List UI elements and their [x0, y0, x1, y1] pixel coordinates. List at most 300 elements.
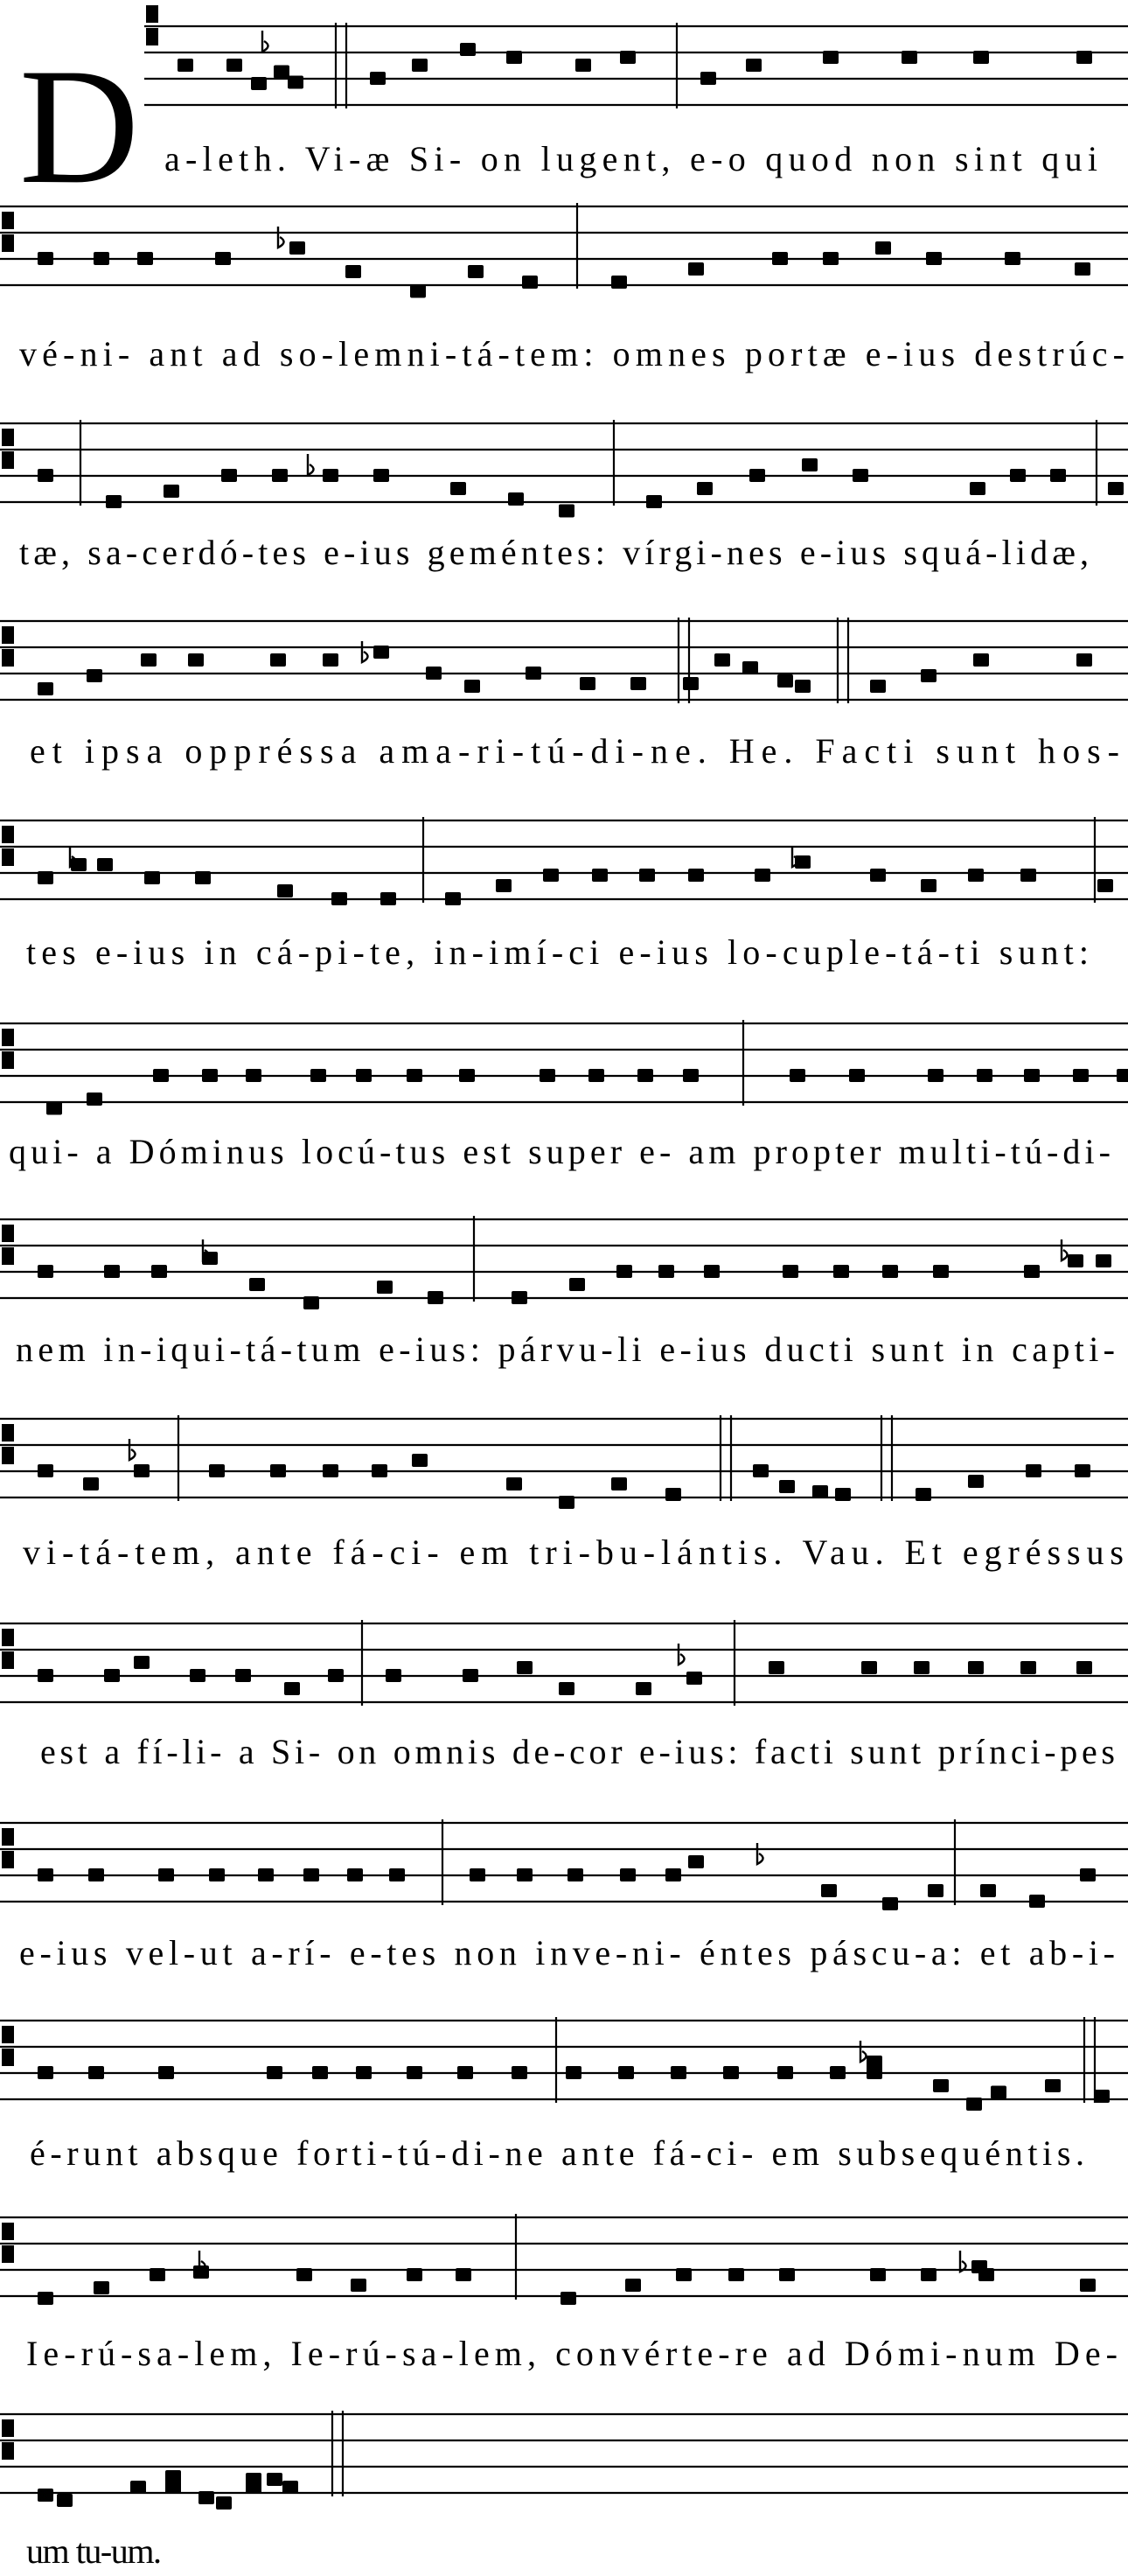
- lyric-line: vi-tá-tem, ante fá-ci- em tri-bu-lántis. Vau. Et egréssus: [23, 1532, 1124, 1572]
- neume-punctum: [87, 669, 102, 682]
- neume-punctum: [966, 2098, 982, 2111]
- neume-punctum: [746, 59, 762, 72]
- neume-punctum: [933, 1265, 949, 1278]
- neume-punctum: [688, 262, 704, 276]
- neume-punctum: [742, 661, 758, 674]
- neume-group: [38, 2260, 1096, 2305]
- neume-punctum: [1029, 1895, 1045, 1908]
- neume-punctum: [380, 892, 396, 905]
- neume-punctum: [728, 2268, 744, 2281]
- neume-punctum: [1005, 252, 1020, 265]
- neume-punctum: [882, 1265, 898, 1278]
- neume-punctum: [561, 2292, 576, 2305]
- neume-group: [38, 1252, 1111, 1309]
- neume-punctum: [777, 674, 793, 688]
- neume-punctum: [150, 2268, 165, 2281]
- neume-punctum: [569, 1278, 585, 1291]
- neume-punctum: [373, 646, 389, 659]
- neume-punctum: [1020, 869, 1036, 882]
- neume-punctum: [356, 2066, 372, 2079]
- neume-punctum: [235, 1669, 251, 1682]
- neume-punctum: [246, 2473, 261, 2486]
- neume-punctum: [783, 1265, 798, 1278]
- neume-punctum: [195, 871, 211, 884]
- neume-punctum: [165, 2481, 181, 2494]
- neume-punctum: [559, 1496, 574, 1509]
- neume-punctum: [921, 669, 937, 682]
- neume-punctum: [777, 2066, 793, 2079]
- neume-punctum: [620, 1868, 636, 1881]
- neume-group: [178, 43, 1092, 90]
- neume-punctum: [882, 1897, 898, 1910]
- flat-icon: [308, 454, 314, 475]
- neume-punctum: [749, 469, 765, 482]
- neume-punctum: [902, 51, 917, 64]
- neume-punctum: [779, 2268, 795, 2281]
- neume-punctum: [38, 1464, 53, 1477]
- neume-punctum: [772, 252, 788, 265]
- c-clef-icon: [2, 1225, 14, 1242]
- neume-punctum: [88, 1868, 104, 1881]
- neume-punctum: [823, 51, 839, 64]
- neume-punctum: [968, 1661, 984, 1674]
- neume-punctum: [373, 469, 389, 482]
- c-clef-icon: [2, 1629, 14, 1646]
- neume-punctum: [190, 1669, 205, 1682]
- flat-icon: [679, 1644, 685, 1665]
- c-clef-icon: [2, 649, 14, 667]
- neume-punctum: [611, 276, 627, 289]
- c-clef-icon: [2, 1447, 14, 1464]
- neume-punctum: [1080, 1868, 1096, 1881]
- neume-punctum: [274, 66, 289, 79]
- neume-punctum: [683, 1069, 699, 1082]
- neume-group: [38, 2056, 1110, 2111]
- neume-punctum: [38, 2489, 53, 2502]
- neume-punctum: [620, 51, 636, 64]
- neume-punctum: [188, 653, 204, 667]
- neume-punctum: [512, 1291, 527, 1304]
- flat-icon: [362, 641, 368, 662]
- flat-icon: [129, 1439, 136, 1460]
- neume-punctum: [1108, 482, 1124, 495]
- lyric-line: a-leth. Vi-æ Si- on lugent, e-o quod non sint qui: [164, 139, 1097, 178]
- neume-punctum: [688, 1855, 704, 1868]
- lyric-line: e-ius vel-ut a-rí- e-tes non inve-ni- éntes páscu-a: et ab-i-: [19, 1933, 1116, 1972]
- neume-punctum: [1075, 262, 1090, 276]
- neume-punctum: [38, 1265, 53, 1278]
- neume-punctum: [428, 1291, 443, 1304]
- staff-system: [0, 618, 1128, 703]
- neume-punctum: [592, 869, 608, 882]
- neume-punctum: [87, 1093, 102, 1106]
- c-clef-icon: [2, 1828, 14, 1846]
- neume-punctum: [671, 2066, 686, 2079]
- neume-punctum: [665, 1488, 681, 1501]
- neume-punctum: [97, 858, 113, 871]
- neume-punctum: [303, 1296, 319, 1309]
- flat-icon: [960, 2251, 966, 2272]
- neume-punctum: [389, 1868, 405, 1881]
- neume-punctum: [412, 59, 428, 72]
- flat-icon: [860, 2041, 867, 2062]
- neume-punctum: [377, 1281, 393, 1294]
- neume-punctum: [835, 1488, 851, 1501]
- neume-punctum: [812, 1485, 828, 1498]
- neume-punctum: [407, 2066, 422, 2079]
- neume-punctum: [312, 2066, 328, 2079]
- neume-punctum: [870, 869, 886, 882]
- lyric-line: um tu-um.: [26, 2531, 162, 2571]
- neume-punctum: [867, 2066, 882, 2079]
- neume-punctum: [1073, 1069, 1089, 1082]
- lyric-line: et ipsa oppréssa ama-ri-tú-di-ne. He. Facti sunt hos-: [30, 731, 1119, 771]
- neume-punctum: [459, 1069, 475, 1082]
- staff-system: [0, 1415, 1128, 1501]
- neume-punctum: [830, 2066, 846, 2079]
- neume-punctum: [1080, 2279, 1096, 2292]
- flat-icon: [278, 227, 284, 248]
- neume-punctum: [697, 482, 713, 495]
- neume-punctum: [926, 252, 942, 265]
- neume-punctum: [646, 495, 662, 508]
- neume-punctum: [83, 1477, 99, 1490]
- neume-punctum: [849, 1069, 865, 1082]
- lyric-line: Ie-rú-sa-lem, Ie-rú-sa-lem, convérte-re ad Dómi-num De-: [26, 2334, 1118, 2373]
- neume-group: [38, 1454, 1090, 1509]
- lyric-line: tæ, sa-cerdó-tes e-ius geméntes: vírgi-nes e-ius squá-lidæ,: [19, 533, 1089, 572]
- neume-punctum: [137, 252, 153, 265]
- neume-punctum: [933, 2079, 949, 2092]
- initial-letter: D: [19, 35, 140, 219]
- neume-punctum: [38, 2066, 53, 2079]
- lyric-line: tes e-ius in cá-pi-te, in-imí-ci e-ius lo-cuple-tá-ti sunt:: [26, 932, 1090, 972]
- neume-punctum: [209, 1868, 225, 1881]
- neume-punctum: [870, 2268, 886, 2281]
- neume-punctum: [277, 884, 293, 897]
- neume-punctum: [978, 2268, 994, 2281]
- lyrics: [9, 139, 1125, 2571]
- neume-punctum: [861, 1661, 877, 1674]
- neume-punctum: [875, 241, 891, 255]
- neume-punctum: [916, 1488, 931, 1501]
- neume-punctum: [512, 2066, 527, 2079]
- neume-punctum: [46, 1102, 62, 1115]
- neume-punctum: [151, 1265, 167, 1278]
- neume-punctum: [94, 2281, 109, 2294]
- neume-punctum: [134, 1656, 150, 1669]
- neume-punctum: [779, 1480, 795, 1493]
- neume-punctum: [331, 892, 347, 905]
- neume-punctum: [636, 1682, 651, 1695]
- neume-punctum: [506, 1477, 522, 1490]
- c-clef-icon: [2, 848, 14, 866]
- neume-punctum: [460, 43, 476, 56]
- neume-punctum: [351, 2279, 366, 2292]
- c-clef-icon: [2, 2419, 14, 2437]
- neume-punctum: [973, 51, 989, 64]
- neume-punctum: [450, 482, 466, 495]
- staff-system: [0, 1020, 1128, 1106]
- neume-punctum: [723, 2066, 739, 2079]
- neume-punctum: [468, 265, 484, 278]
- neume-punctum: [38, 252, 53, 265]
- neume-punctum: [410, 285, 426, 298]
- neume-punctum: [1026, 1464, 1041, 1477]
- neume-punctum: [104, 1265, 120, 1278]
- neume-punctum: [215, 252, 231, 265]
- neume-punctum: [456, 2268, 471, 2281]
- c-clef-icon: [2, 451, 14, 469]
- neume-punctum: [246, 1069, 261, 1082]
- neume-punctum: [57, 2494, 73, 2507]
- neume-punctum: [755, 869, 770, 882]
- neume-punctum: [700, 72, 716, 85]
- neume-punctum: [559, 1682, 574, 1695]
- neume-punctum: [639, 869, 655, 882]
- neume-punctum: [226, 59, 242, 72]
- neume-punctum: [158, 1868, 174, 1881]
- neume-punctum: [158, 2066, 174, 2079]
- neume-punctum: [386, 1669, 401, 1682]
- lyric-line: est a fí-li- a Si- on omnis de-cor e-ius: facti sunt prínci-pes: [40, 1732, 1115, 1771]
- neume-punctum: [1020, 1661, 1036, 1674]
- neume-punctum: [973, 653, 989, 667]
- neume-punctum: [289, 241, 305, 255]
- neume-group: [38, 646, 1092, 695]
- staves: [0, 5, 1128, 2496]
- neume-punctum: [753, 1464, 769, 1477]
- neume-punctum: [526, 667, 541, 680]
- neume-punctum: [1094, 2090, 1110, 2103]
- neume-punctum: [769, 1661, 784, 1674]
- neume-punctum: [347, 1868, 363, 1881]
- c-clef-icon: [2, 1029, 14, 1046]
- neume-punctum: [407, 2268, 422, 2281]
- neume-punctum: [543, 869, 559, 882]
- neume-punctum: [288, 76, 303, 89]
- neume-punctum: [580, 677, 595, 690]
- neume-punctum: [270, 653, 286, 667]
- neume-punctum: [106, 495, 122, 508]
- c-clef-icon: [2, 2223, 14, 2240]
- neume-punctum: [637, 1069, 653, 1082]
- c-clef-icon: [2, 429, 14, 446]
- neume-punctum: [38, 1868, 53, 1881]
- neume-punctum: [38, 682, 53, 695]
- neume-punctum: [625, 2279, 641, 2292]
- lyric-line: vé-ni- ant ad so-lemni-tá-tem: omnes portæ e-ius destrúc-: [19, 334, 1125, 373]
- neume-punctum: [980, 1884, 996, 1897]
- neume-punctum: [802, 458, 818, 471]
- neume-punctum: [618, 2066, 634, 2079]
- c-clef-icon: [2, 234, 14, 252]
- neume-punctum: [567, 1868, 583, 1881]
- neume-punctum: [517, 1868, 533, 1881]
- neume-punctum: [853, 469, 868, 482]
- neume-punctum: [1117, 1069, 1128, 1082]
- neume-punctum: [464, 680, 480, 693]
- neume-punctum: [630, 677, 646, 690]
- neume-punctum: [928, 1884, 943, 1897]
- neume-punctum: [251, 77, 267, 90]
- neume-punctum: [970, 482, 985, 495]
- neume-punctum: [616, 1265, 632, 1278]
- neume-punctum: [470, 1868, 485, 1881]
- neume-punctum: [566, 2066, 581, 2079]
- neume-punctum: [296, 2268, 312, 2281]
- neume-punctum: [795, 680, 811, 693]
- staff-system: [0, 2017, 1128, 2103]
- neume-punctum: [193, 2265, 209, 2279]
- staff-system: [0, 1216, 1128, 1302]
- neume-punctum: [921, 2268, 937, 2281]
- neume-punctum: [303, 1868, 319, 1881]
- lyric-line: qui- a Dóminus locú-tus est super e- am propter multi-tú-di-: [9, 1132, 1111, 1171]
- neume-punctum: [94, 252, 109, 265]
- neume-punctum: [704, 1265, 720, 1278]
- neume-punctum: [1068, 1254, 1083, 1267]
- neume-punctum: [1050, 469, 1066, 482]
- neume-punctum: [282, 2481, 298, 2494]
- c-clef-icon: [2, 626, 14, 644]
- neume-punctum: [1097, 879, 1113, 892]
- neume-punctum: [968, 1475, 984, 1488]
- neume-punctum: [164, 485, 179, 498]
- neume-punctum: [821, 1884, 837, 1897]
- neume-punctum: [790, 1069, 805, 1082]
- neume-punctum: [522, 276, 538, 289]
- neume-punctum: [921, 879, 937, 892]
- neume-punctum: [823, 252, 839, 265]
- c-clef-icon: [2, 826, 14, 843]
- neume-punctum: [683, 677, 699, 690]
- c-clef-icon: [146, 28, 158, 45]
- neume-group: [38, 458, 1124, 518]
- neume-punctum: [426, 667, 442, 680]
- neume-punctum: [575, 59, 591, 72]
- c-clef-icon: [2, 2049, 14, 2066]
- neume-punctum: [445, 892, 461, 905]
- staff-system: [0, 1819, 1128, 1905]
- neume-group: [38, 855, 1113, 905]
- neume-punctum: [463, 1669, 478, 1682]
- c-clef-icon: [2, 1651, 14, 1669]
- neume-punctum: [870, 680, 886, 693]
- neume-punctum: [540, 1069, 555, 1082]
- neume-punctum: [104, 1669, 120, 1682]
- neume-punctum: [658, 1265, 674, 1278]
- c-clef-icon: [2, 212, 14, 229]
- neume-punctum: [1010, 469, 1026, 482]
- neume-punctum: [38, 469, 53, 482]
- neume-punctum: [714, 653, 730, 667]
- neume-punctum: [202, 1252, 218, 1265]
- flat-icon: [757, 1843, 763, 1864]
- neume-punctum: [370, 72, 386, 85]
- staff-system: [0, 203, 1128, 289]
- staff-system: [0, 817, 1128, 903]
- neume-punctum: [1075, 1464, 1090, 1477]
- neume-punctum: [506, 51, 522, 64]
- neume-punctum: [153, 1069, 169, 1082]
- c-clef-icon: [2, 1424, 14, 1442]
- neume-punctum: [284, 1682, 300, 1695]
- neume-punctum: [310, 1069, 326, 1082]
- neume-punctum: [991, 2086, 1006, 2099]
- c-clef-icon: [146, 5, 158, 23]
- neume-punctum: [559, 505, 574, 518]
- neume-punctum: [517, 1661, 533, 1674]
- neume-punctum: [611, 1477, 627, 1490]
- neume-punctum: [323, 653, 338, 667]
- neume-punctum: [272, 469, 288, 482]
- staff-system: [0, 2214, 1128, 2300]
- neume-punctum: [38, 1669, 53, 1682]
- neume-punctum: [1024, 1265, 1040, 1278]
- neume-punctum: [209, 1464, 225, 1477]
- neume-punctum: [1076, 653, 1092, 667]
- c-clef-icon: [2, 1247, 14, 1265]
- neume-punctum: [372, 1464, 387, 1477]
- c-clef-icon: [2, 2026, 14, 2043]
- neume-punctum: [258, 1868, 274, 1881]
- neume-punctum: [345, 265, 361, 278]
- neume-punctum: [928, 1069, 943, 1082]
- neume-punctum: [178, 59, 193, 72]
- neume-punctum: [356, 1069, 372, 1082]
- neume-punctum: [202, 1069, 218, 1082]
- neume-punctum: [1096, 1254, 1111, 1267]
- neume-punctum: [38, 871, 53, 884]
- neume-punctum: [686, 1672, 702, 1685]
- neume-punctum: [588, 1069, 604, 1082]
- neume-punctum: [977, 1069, 992, 1082]
- neume-punctum: [88, 2066, 104, 2079]
- neume-punctum: [665, 1868, 681, 1881]
- neume-punctum: [1024, 1069, 1040, 1082]
- c-clef-icon: [2, 2245, 14, 2263]
- neume-punctum: [688, 869, 704, 882]
- neume-punctum: [1045, 2079, 1061, 2092]
- flat-icon: [262, 31, 268, 52]
- neume-punctum: [323, 1464, 338, 1477]
- neume-punctum: [968, 869, 984, 882]
- neume-punctum: [270, 1464, 286, 1477]
- neume-punctum: [141, 653, 157, 667]
- neume-punctum: [328, 1669, 344, 1682]
- neume-punctum: [216, 2496, 232, 2510]
- neume-punctum: [323, 469, 338, 482]
- neume-punctum: [508, 492, 524, 506]
- neume-group: [38, 2470, 298, 2510]
- neume-punctum: [134, 1464, 150, 1477]
- neume-punctum: [249, 1278, 265, 1291]
- neume-punctum: [130, 2481, 146, 2494]
- lyric-line: nem in-iqui-tá-tum e-ius: párvu-li e-ius ducti sunt in capti-: [16, 1330, 1116, 1369]
- neume-group: [38, 241, 1090, 298]
- c-clef-icon: [2, 1851, 14, 1868]
- neume-punctum: [267, 2473, 282, 2486]
- neume-punctum: [676, 2268, 692, 2281]
- neume-punctum: [914, 1661, 930, 1674]
- neume-punctum: [198, 2491, 214, 2504]
- c-clef-icon: [2, 2442, 14, 2460]
- flat-icon: [1062, 1239, 1068, 1260]
- neume-punctum: [457, 2066, 473, 2079]
- neume-punctum: [496, 879, 512, 892]
- neume-punctum: [412, 1454, 428, 1467]
